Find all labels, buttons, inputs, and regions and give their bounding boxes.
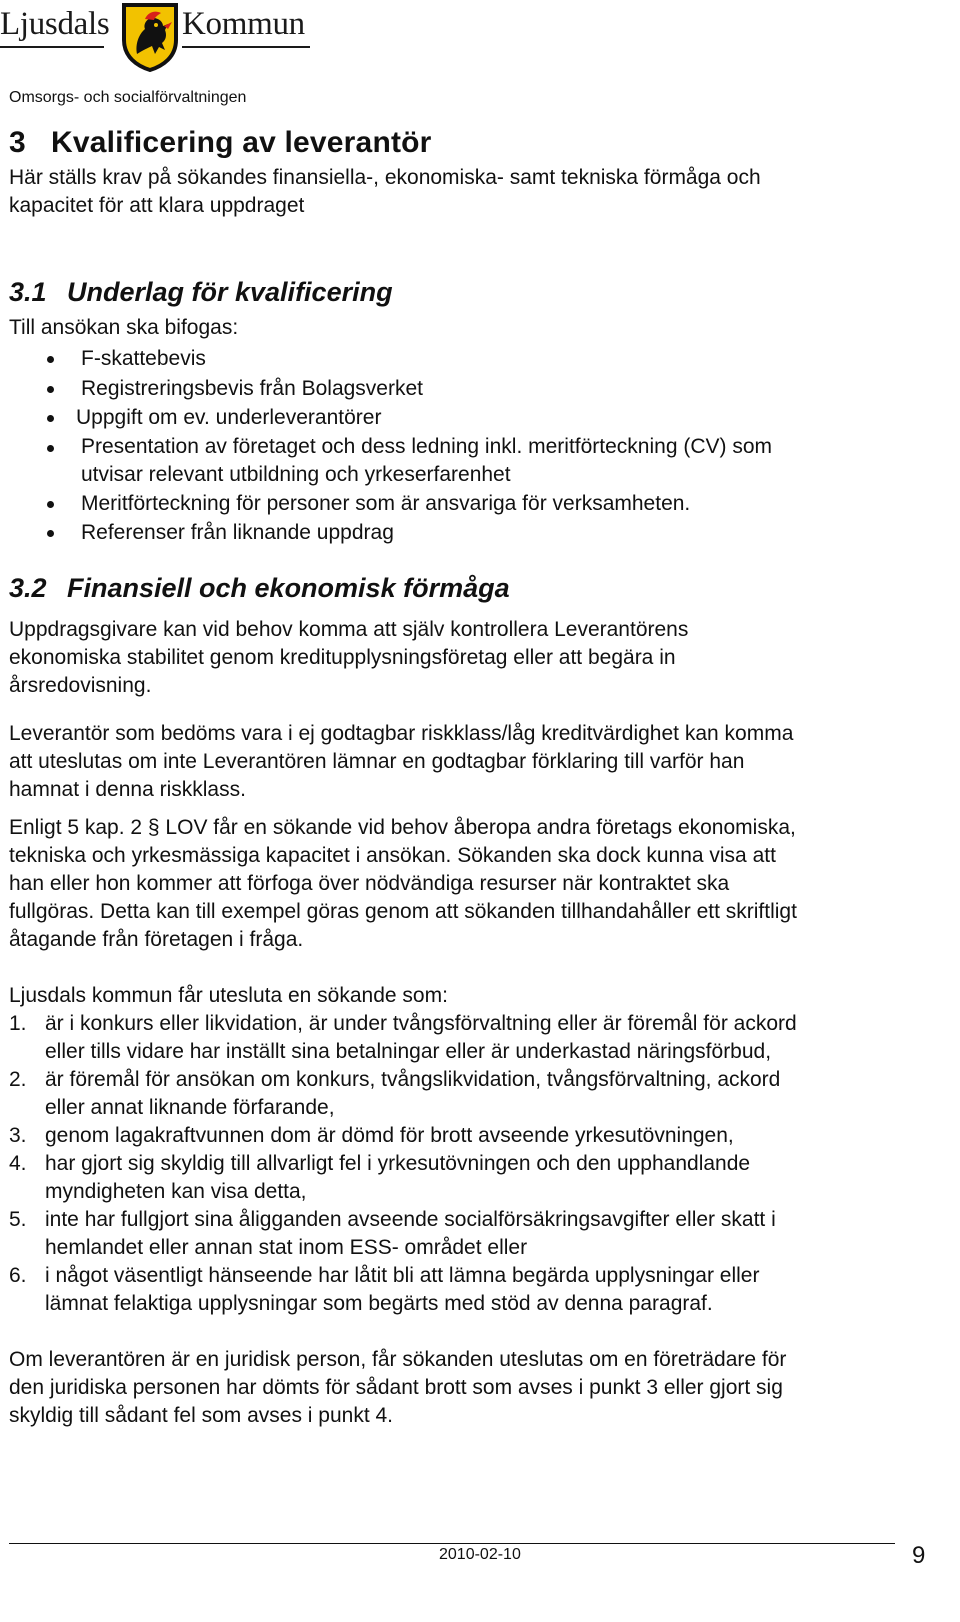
paragraph-line: skyldig till sådant fel som avses i punkt 4. — [9, 1403, 394, 1427]
paragraph-line: den juridiska personen har dömts för sådant brott som avses i punkt 3 eller gjort sig — [9, 1375, 783, 1399]
section-3-intro-line-2: kapacitet för att klara uppdraget — [9, 194, 305, 217]
paragraph-line: åtagande från företagen i fråga. — [9, 927, 304, 951]
list-item-line-1: inte har fullgjort sina åligganden avseende socialförsäkringsavgifter eller skatt i — [45, 1207, 776, 1231]
list-item — [9, 1066, 944, 1122]
logo-underline-left — [0, 46, 104, 48]
section-3-2-title: Finansiell och ekonomisk förmåga — [67, 572, 510, 603]
section-3-2-number: 3.2 — [9, 572, 47, 603]
paragraph-line: att uteslutas om inte Leverantören lämnar en godtagbar förklaring till varför han — [9, 749, 745, 773]
list-item: Registreringsbevis från Bolagsverket — [9, 374, 944, 404]
paragraph-line: Om leverantören är en juridisk person, får sökanden uteslutas om en företrädare för — [9, 1347, 787, 1371]
list-item-number: 1. — [9, 1011, 27, 1035]
list-item — [9, 1150, 944, 1206]
logo-text-kommun: Kommun — [182, 6, 305, 42]
list-item-line-1: i något väsentligt hänseende har låtit bli att lämna begärda upplysningar eller — [45, 1263, 760, 1287]
list-item — [9, 1262, 944, 1318]
list-item-number: 6. — [9, 1263, 27, 1287]
department-name: Omsorgs- och socialförvaltningen — [9, 89, 247, 106]
paragraph-line: tekniska och yrkesmässiga kapacitet i ansökan. Sökanden ska dock kunna visa att — [9, 843, 776, 867]
section-3-1-title: Underlag för kvalificering — [67, 277, 393, 307]
list-item: F-skattebevis — [9, 344, 944, 374]
paragraph-line: ekonomiska stabilitet genom kreditupplysningsföretag eller att begära in — [9, 645, 676, 669]
section-3-1-lead: Till ansökan ska bifogas: — [9, 316, 239, 339]
list-item — [9, 1206, 944, 1262]
section-3-1-heading — [9, 272, 944, 312]
list-item-number: 3. — [9, 1123, 27, 1147]
logo-underline-right — [182, 46, 310, 48]
section-3-heading — [9, 122, 944, 164]
paragraph-line: fullgöras. Detta kan till exempel göras genom att sökanden tillhandahåller ett skriftligt — [9, 899, 797, 923]
list-item — [9, 433, 944, 489]
list-item-number: 5. — [9, 1207, 27, 1231]
list-item-number: 2. — [9, 1067, 27, 1091]
list-item-line-2: eller annat liknande förfarande, — [45, 1095, 335, 1119]
municipal-crest-icon — [121, 2, 179, 72]
footer-divider — [9, 1543, 895, 1544]
paragraph-line: Enligt 5 kap. 2 § LOV får en sökande vid behov åberopa andra företags ekonomiska, — [9, 815, 796, 839]
list-item-line-2: eller tills vidare har inställt sina betalningar eller är underkastad näringsförbud, — [45, 1039, 772, 1063]
paragraph-line: han eller hon kommer att förfoga över nödvändiga resurser när kontraktet ska — [9, 871, 730, 895]
paragraph-line: årsredovisning. — [9, 673, 152, 697]
exclusion-list — [9, 1010, 944, 1318]
paragraph-line: hamnat i denna riskklass. — [9, 777, 246, 801]
page-header — [0, 0, 960, 110]
section-3-title: Kvalificering av leverantör — [51, 126, 432, 159]
list-item — [9, 1010, 944, 1066]
list-item-line-1: Presentation av företaget och dess ledning inkl. meritförteckning (CV) som — [81, 434, 773, 458]
list-item: Uppgift om ev. underleverantörer — [9, 403, 944, 433]
paragraph-risk-class — [9, 720, 944, 804]
paragraph-legal-person — [9, 1346, 944, 1430]
list-item: Referenser från liknande uppdrag — [9, 518, 944, 548]
exclusion-lead: Ljusdals kommun får utesluta en sökande som: — [9, 983, 448, 1007]
paragraph-line: Uppdragsgivare kan vid behov komma att själv kontrollera Leverantörens — [9, 617, 689, 641]
list-item-line-1: är föremål för ansökan om konkurs, tvångslikvidation, tvångsförvaltning, ackord — [45, 1067, 781, 1091]
paragraph-line: Leverantör som bedöms vara i ej godtagbar riskklass/låg kreditvärdighet kan komma — [9, 721, 794, 745]
paragraph-credit-check — [9, 616, 944, 700]
list-item: Meritförteckning för personer som är ansvariga för verksamheten. — [9, 489, 944, 519]
list-item-number: 4. — [9, 1151, 27, 1175]
section-3-2-heading — [9, 568, 944, 608]
section-3-1-number: 3.1 — [9, 277, 47, 307]
list-item-line-2: lämnat felaktiga upplysningar som begärts med stöd av denna paragraf. — [45, 1291, 713, 1315]
section-3-intro-line-1: Här ställs krav på sökandes finansiella-, ekonomiska- samt tekniska förmåga och — [9, 166, 761, 189]
footer-date: 2010-02-10 — [439, 1546, 521, 1563]
list-item-line-2: myndigheten kan visa detta, — [45, 1179, 307, 1203]
list-item — [9, 1122, 944, 1150]
paragraph-lov-capacity — [9, 814, 944, 954]
list-item-line-1: har gjort sig skyldig till allvarligt fel i yrkesutövningen och den upphandlande — [45, 1151, 751, 1175]
attachment-list — [9, 344, 944, 548]
list-item-line-1: är i konkurs eller likvidation, är under tvångsförvaltning eller är föremål för ackord — [45, 1011, 797, 1035]
logo-text-ljusdals: Ljusdals — [0, 6, 110, 42]
section-3-number: 3 — [9, 126, 26, 159]
list-item-line-1: genom lagakraftvunnen dom är dömd för brott avseende yrkesutövningen, — [45, 1123, 734, 1147]
page-number: 9 — [912, 1542, 926, 1569]
document-body — [9, 122, 944, 1430]
list-item-line-2: utvisar relevant utbildning och yrkeserfarenhet — [81, 462, 511, 486]
list-item-line-2: hemlandet eller annan stat inom ESS- området eller — [45, 1235, 528, 1259]
